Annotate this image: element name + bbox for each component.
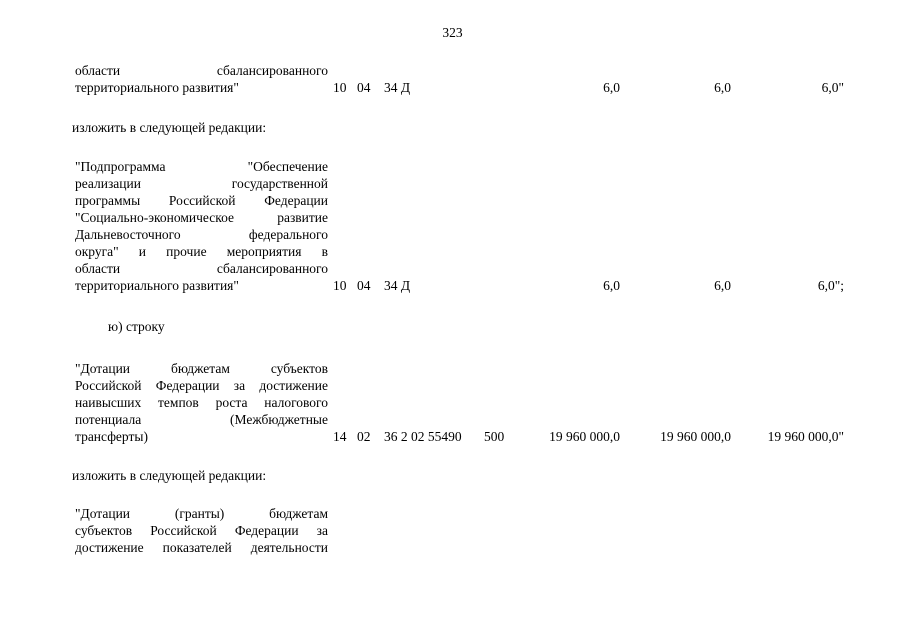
section-code: 14 (333, 429, 347, 444)
row-name-line: потенциала (Межбюджетные (75, 412, 328, 427)
amount-year-3: 6,0" (821, 80, 844, 95)
row-name-line: субъектов Российской Федерации за (75, 523, 328, 538)
subsection-code: 02 (357, 429, 371, 444)
row-name-line: округа" и прочие мероприятия в (75, 244, 328, 259)
row-name (75, 360, 328, 445)
row-name (75, 505, 328, 556)
row-name-line: "Подпрограмма "Обеспечение (75, 159, 328, 174)
row-name-line: области сбалансированного (75, 63, 328, 78)
section-code: 10 (333, 278, 347, 293)
expense-type-code: 500 (484, 429, 505, 444)
table-row-4 (0, 505, 905, 556)
target-article-code: 34 Д (384, 278, 411, 293)
amount-year-2: 6,0 (714, 80, 731, 95)
amount-year-1: 6,0 (603, 278, 620, 293)
row-name-line: наивысших темпов роста налогового (75, 395, 328, 410)
row-name-line: "Дотации (гранты) бюджетам (75, 506, 328, 521)
row-name-line: достижение показателей деятельности (75, 540, 328, 555)
row-name-line: территориального развития" (75, 278, 239, 293)
instruction-text: изложить в следующей редакции: (72, 120, 267, 135)
row-name (75, 62, 328, 96)
row-name-line: Дальневосточного федерального (75, 227, 328, 242)
amount-year-2: 6,0 (714, 278, 731, 293)
row-name-line: области сбалансированного (75, 261, 328, 276)
amount-year-1: 6,0 (603, 80, 620, 95)
amount-year-1: 19 960 000,0 (549, 429, 620, 444)
amount-year-3: 19 960 000,0" (767, 429, 844, 444)
table-row-3 (0, 360, 905, 445)
row-name-line: "Дотации бюджетам субъектов (75, 361, 328, 376)
table-row-2 (0, 158, 905, 294)
section-code: 10 (333, 80, 347, 95)
row-name (75, 158, 328, 294)
amount-year-2: 19 960 000,0 (660, 429, 731, 444)
row-name-line: программы Российской Федерации (75, 193, 328, 208)
subsection-code: 04 (357, 278, 371, 293)
target-article-code: 36 2 02 55490 (384, 429, 462, 444)
row-name-line: территориального развития" (75, 80, 239, 95)
row-name-line: реализации государственной (75, 176, 328, 191)
amount-year-3: 6,0"; (817, 278, 844, 293)
row-name-line: "Социально-экономическое развитие (75, 210, 328, 225)
instruction-text: изложить в следующей редакции: (72, 468, 267, 483)
instruction-text: ю) строку (108, 319, 165, 334)
row-name-line: Российской Федерации за достижение (75, 378, 328, 393)
table-row-1 (0, 62, 905, 96)
subsection-code: 04 (357, 80, 371, 95)
target-article-code: 34 Д (384, 80, 411, 95)
page-number: 323 (442, 25, 463, 40)
row-name-line: трансферты) (75, 429, 148, 444)
